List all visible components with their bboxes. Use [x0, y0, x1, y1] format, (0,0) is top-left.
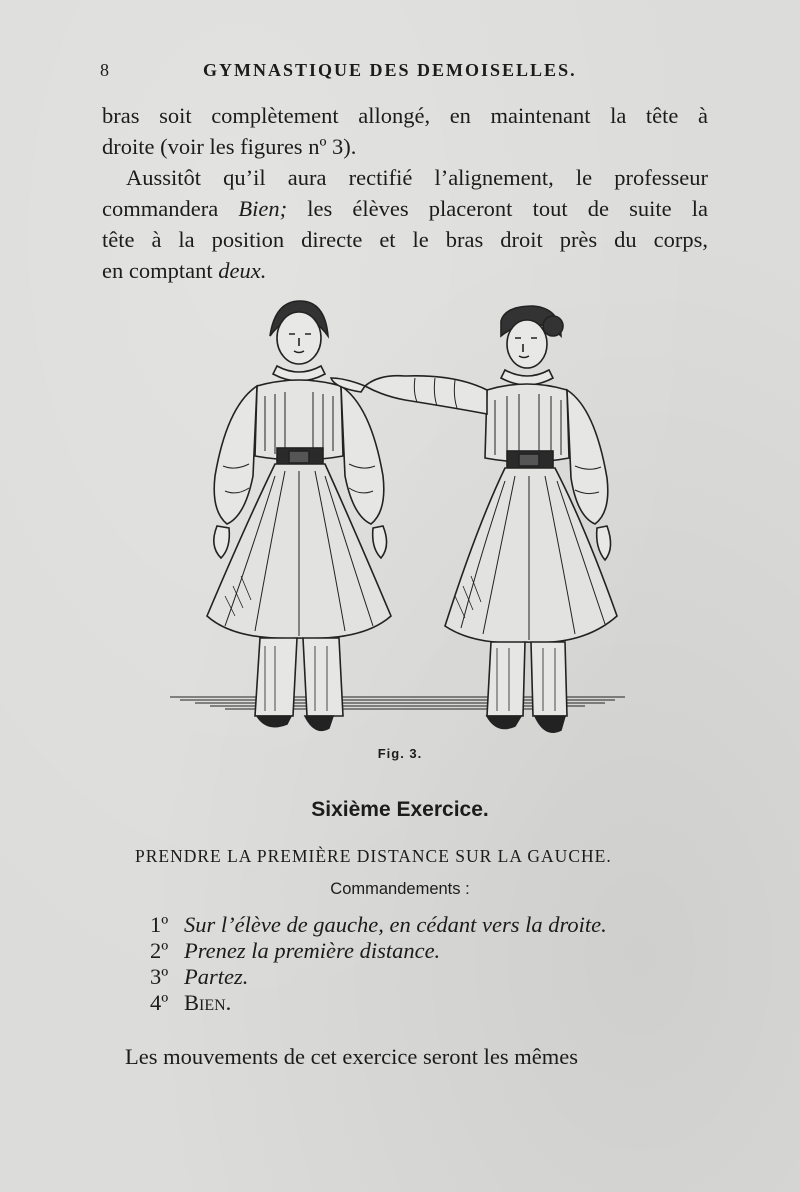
emphasis-text: deux. — [218, 258, 267, 283]
command-item — [150, 938, 607, 964]
command-text: Sur l’élève de gauche, en cédant vers la droite. — [184, 912, 607, 937]
emphasis-text: Bien; — [238, 196, 288, 221]
running-title: GYMNASTIQUE DES DEMOISELLES. — [203, 60, 577, 80]
paragraph-line: tête à la position directe et le bras droit près du corps, — [102, 227, 708, 252]
paragraph-line: Aussitôt qu’il aura rectifié l’alignement, le professeur — [126, 165, 708, 190]
left-girl-figure — [207, 301, 391, 730]
paragraph-2 — [102, 162, 708, 286]
paragraph-line: en comptant deux. — [102, 258, 267, 283]
command-item — [150, 964, 607, 990]
command-number: 1º — [150, 912, 169, 937]
command-text: Bien. — [184, 990, 232, 1015]
command-number: 3º — [150, 964, 169, 989]
closing-line: Les mouvements de cet exercice seront les mêmes — [125, 1044, 578, 1069]
paragraph-line: droite (voir les figures nº 3). — [102, 134, 357, 159]
page-number: 8 — [100, 60, 111, 80]
command-text: Partez. — [184, 964, 249, 989]
exercise-subtitle: PRENDRE LA PREMIÈRE DISTANCE SUR LA GAUCHE. — [135, 846, 612, 866]
figure-caption: Fig. 3. — [377, 746, 423, 761]
paragraph-1 — [102, 100, 708, 162]
paragraph-line: commandera Bien; les élèves placeront tout de suite la — [102, 196, 708, 221]
command-number: 4º — [150, 990, 169, 1015]
illustration-two-girls — [165, 296, 630, 746]
exercise-title: Sixième Exercice. — [311, 798, 489, 821]
command-number: 2º — [150, 938, 169, 963]
command-item — [150, 912, 607, 938]
command-text: Prenez la première distance. — [184, 938, 441, 963]
command-item — [150, 990, 607, 1016]
commands-label: Commandements : — [330, 880, 470, 898]
paragraph-line: bras soit complètement allongé, en maintenant la tête à — [102, 103, 708, 128]
commands-list — [150, 912, 607, 1016]
